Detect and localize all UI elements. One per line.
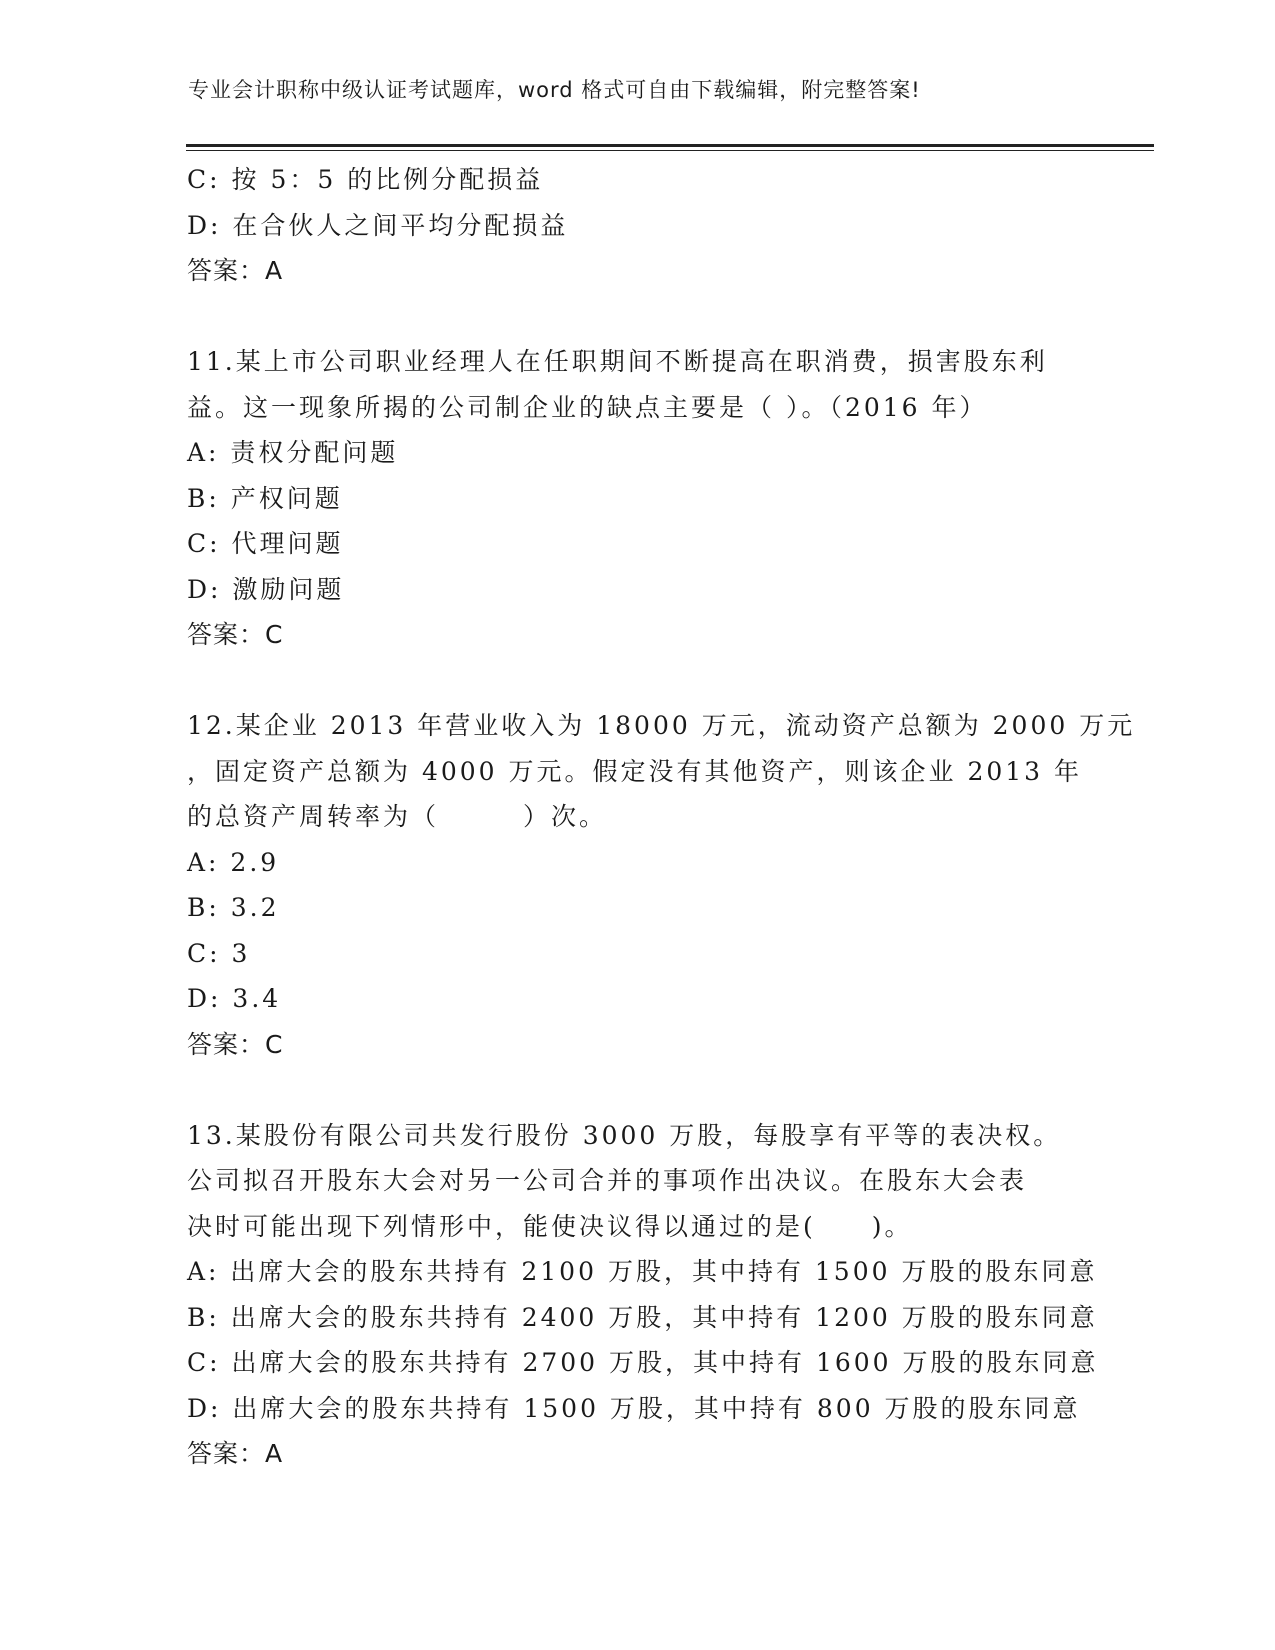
question-stem-line: 13.某股份有限公司共发行股份 3000 万股，每股享有平等的表决权。 — [187, 1120, 1062, 1150]
question-stem-line: 益。这一现象所揭的公司制企业的缺点主要是（ ）。（2016 年） — [187, 392, 988, 422]
option-b: B: 产权问题 — [187, 483, 343, 513]
question-10-tail — [187, 157, 1087, 294]
question-stem-line: 11.某上市公司职业经理人在任职期间不断提高在职消费，损害股东利 — [187, 347, 1048, 376]
option-b: B: 3.2 — [187, 893, 280, 922]
answer-label: 答案：A — [187, 1439, 284, 1468]
question-12 — [187, 703, 1136, 1067]
option-c: C: 出席大会的股东共持有 2700 万股，其中持有 1600 万股的股东同意 — [187, 1348, 1099, 1377]
spacer — [187, 294, 1087, 340]
option-d: D: 出席大会的股东共持有 1500 万股，其中持有 800 万股的股东同意 — [187, 1393, 1081, 1423]
question-stem-line: ，固定资产总额为 4000 万元。假定没有其他资产，则该企业 2013 年 — [187, 756, 1083, 786]
page-header: 专业会计职称中级认证考试题库，word 格式可自由下载编辑，附完整答案! — [188, 78, 921, 102]
option-a: A: 出席大会的股东共持有 2100 万股，其中持有 1500 万股的股东同意 — [187, 1257, 1098, 1286]
option-d: D: 在合伙人之间平均分配损益 — [187, 210, 569, 240]
question-content — [187, 157, 1136, 1477]
answer-label: 答案：A — [187, 256, 284, 285]
answer-label: 答案：C — [187, 620, 284, 649]
question-stem-line: 的总资产周转率为（ ）次。 — [187, 802, 608, 831]
option-c: C: 代理问题 — [187, 529, 344, 558]
header-rule-thick — [186, 144, 1154, 147]
option-b: B: 出席大会的股东共持有 2400 万股，其中持有 1200 万股的股东同意 — [187, 1302, 1098, 1332]
question-stem-line: 12.某企业 2013 年营业收入为 18000 万元，流动资产总额为 2000 万元 — [187, 711, 1136, 740]
option-d: D: 激励问题 — [187, 574, 345, 604]
option-c: C: 3 — [187, 938, 251, 968]
question-13 — [187, 1113, 1099, 1477]
spacer — [187, 1067, 1087, 1113]
header-rule-thin — [186, 150, 1154, 151]
option-a: A: 2.9 — [187, 847, 280, 877]
option-a: A: 责权分配问题 — [187, 438, 399, 467]
option-c: C: 按 5：5 的比例分配损益 — [187, 165, 544, 194]
spacer — [187, 658, 1087, 704]
option-d: D: 3.4 — [187, 984, 282, 1013]
question-stem-line: 决时可能出现下列情形中，能使决议得以通过的是( )。 — [187, 1211, 913, 1241]
question-stem-line: 公司拟召开股东大会对另一公司合并的事项作出决议。在股东大会表 — [187, 1166, 1028, 1195]
question-11 — [187, 339, 1087, 658]
answer-label: 答案：C — [187, 1029, 284, 1059]
